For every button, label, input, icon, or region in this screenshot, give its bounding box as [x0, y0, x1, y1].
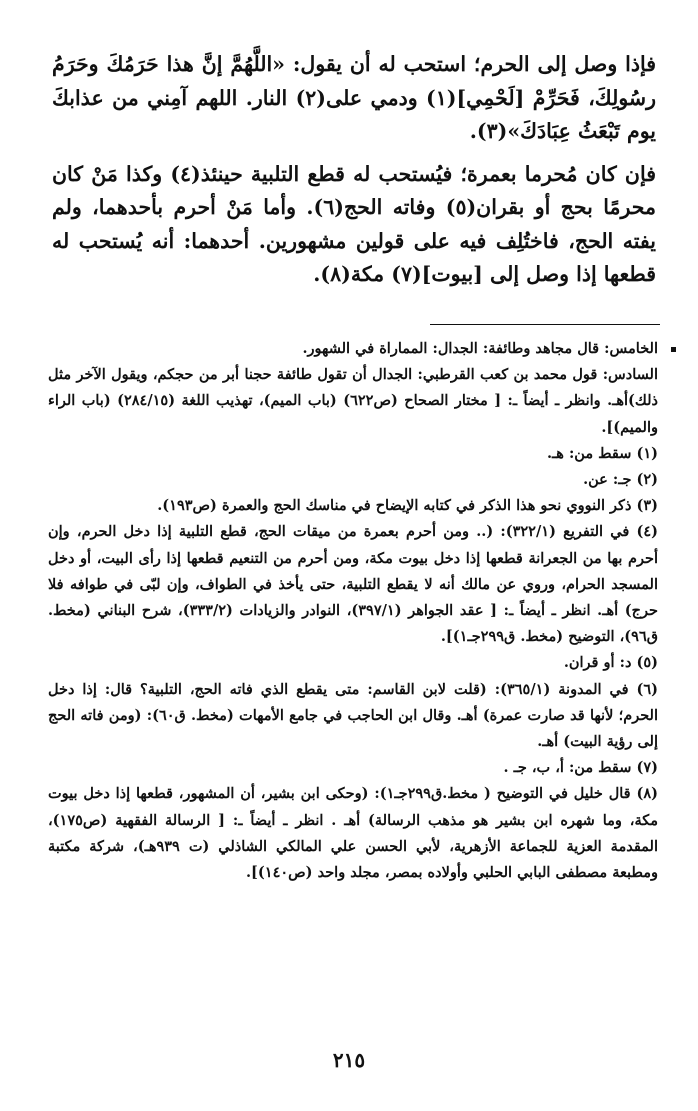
- footnote: (١) سقط من: هـ.: [546, 444, 658, 462]
- footnote: (٢) جـ: عن.: [583, 471, 658, 489]
- footnotes: [48, 336, 658, 886]
- footnote: (٣) ذكر النووي نحو هذا الذكر في كتابه الإيضاح في مناسك الحج والعمرة (ص١٩٣).: [157, 497, 658, 515]
- bullet-icon: [671, 347, 676, 352]
- footnote-separator: [430, 324, 660, 325]
- footnote: (٦) في المدونة (٣٦٥/١): (قلت لابن القاسم: متى يقطع الذي فاته الحج، التلبية؟ قال: إذا دخل الحرم؛ لأنها قد صارت عمرة) أهـ. وقال ابن الحاجب في جامع الأمهات (مخط. ق٦٠): (ومن فاته الحج إلى رؤية البيت) أهـ.: [48, 680, 659, 751]
- footnote-line: السادس: قول محمد بن كعب القرطبي: الجدال أن تقول طائفة حجنا أبر من حجكم، ويقول الآخر مثل ذلك)أهـ. وانظر ـ أيضاً ـ: [ مختار الصحاح (ص٦٢٢) (باب الميم)، تهذيب اللغة (٢٨٤/١٥) (باب الراء والميم)].: [48, 366, 658, 436]
- page-number: ٢١٥: [332, 1048, 366, 1072]
- footnote: (٧) سقط من: أ، ب، جـ .: [503, 759, 658, 777]
- footnote: (٨) قال خليل في التوضيح ( مخط.ق٢٩٩جـ١): (وحكى ابن بشير، أن المشهور، قطعها إذا دخل بيوت مكة، وما شهره ابن بشير هو مذهب الرسالة) أهـ . انظر ـ أيضاً ـ: [ الرسالة الفقهية (ص١٧٥)، المقدمة العزية للجماعة الأزهرية، لأبي الحسن علي المالكي الشاذلي (ت ٩٣٩هـ)، شركة مكتبة ومطبعة مصطفى البابي الحلبي وأولاده بمصر، مجلد واحد (ص١٤٠)].: [48, 785, 658, 882]
- footnote: (٤) في التفريع (٣٢٢/١): (.. ومن أحرم بعمرة من ميقات الحج، قطع التلبية إذا دخل الحرم، وإن أحرم بها من الجعرانة قطعها إذا دخل بيوت مكة، ومن أحرم من التنعيم قطعها إذا رأى البيت، أو دخل المسجد الحرام، وروي عن مالك أنه لا يقطع التلبية، حتى يأخذ في الطواف، وإن لبّى في طوافه فلا حرج) أهـ. انظر ـ أيضاً ـ: [ عقد الجواهر (٣٩٧/١)، النوادر والزيادات (٣٣٣/٢)، شرح البناني (مخط. ق٩٦)، التوضيح (مخط. ق٢٩٩جـ١)].: [48, 523, 659, 646]
- main-paragraph: فإذا وصل إلى الحرم؛ استحب له أن يقول: «اللَّهُمَّ إنَّ هذا حَرَمُكَ وحَرَمُ رسُولِكَ، فَحَرِّمْ [لَحْمِي](١) ودمي على(٢) النار. اللهم آمِني من عذابكَ يوم تَبْعَثُ عِبَادَكَ»(٣).: [52, 52, 656, 143]
- footnote: (٥) د: أو قران.: [563, 654, 658, 672]
- main-text: [52, 48, 656, 292]
- footnote-line: الخامس: قال مجاهد وطائفة: الجدال: المماراة في الشهور.: [302, 340, 658, 357]
- main-paragraph: فإن كان مُحرما بعمرة؛ فيُستحب له قطع التلبية حينئذ(٤) وكذا مَنْ كان محرمًا بحج أو بقران(٥) وفاته الحج(٦). وأما مَنْ أحرم بأحدهما، ولم يفته الحج، فاختُلِف فيه على قولين مشهورين. أحدهما: أنه يُستحب له قطعها إذا وصل إلى [بيوت](٧) مكة(٨).: [52, 161, 657, 286]
- footnote-continuation: [48, 336, 658, 441]
